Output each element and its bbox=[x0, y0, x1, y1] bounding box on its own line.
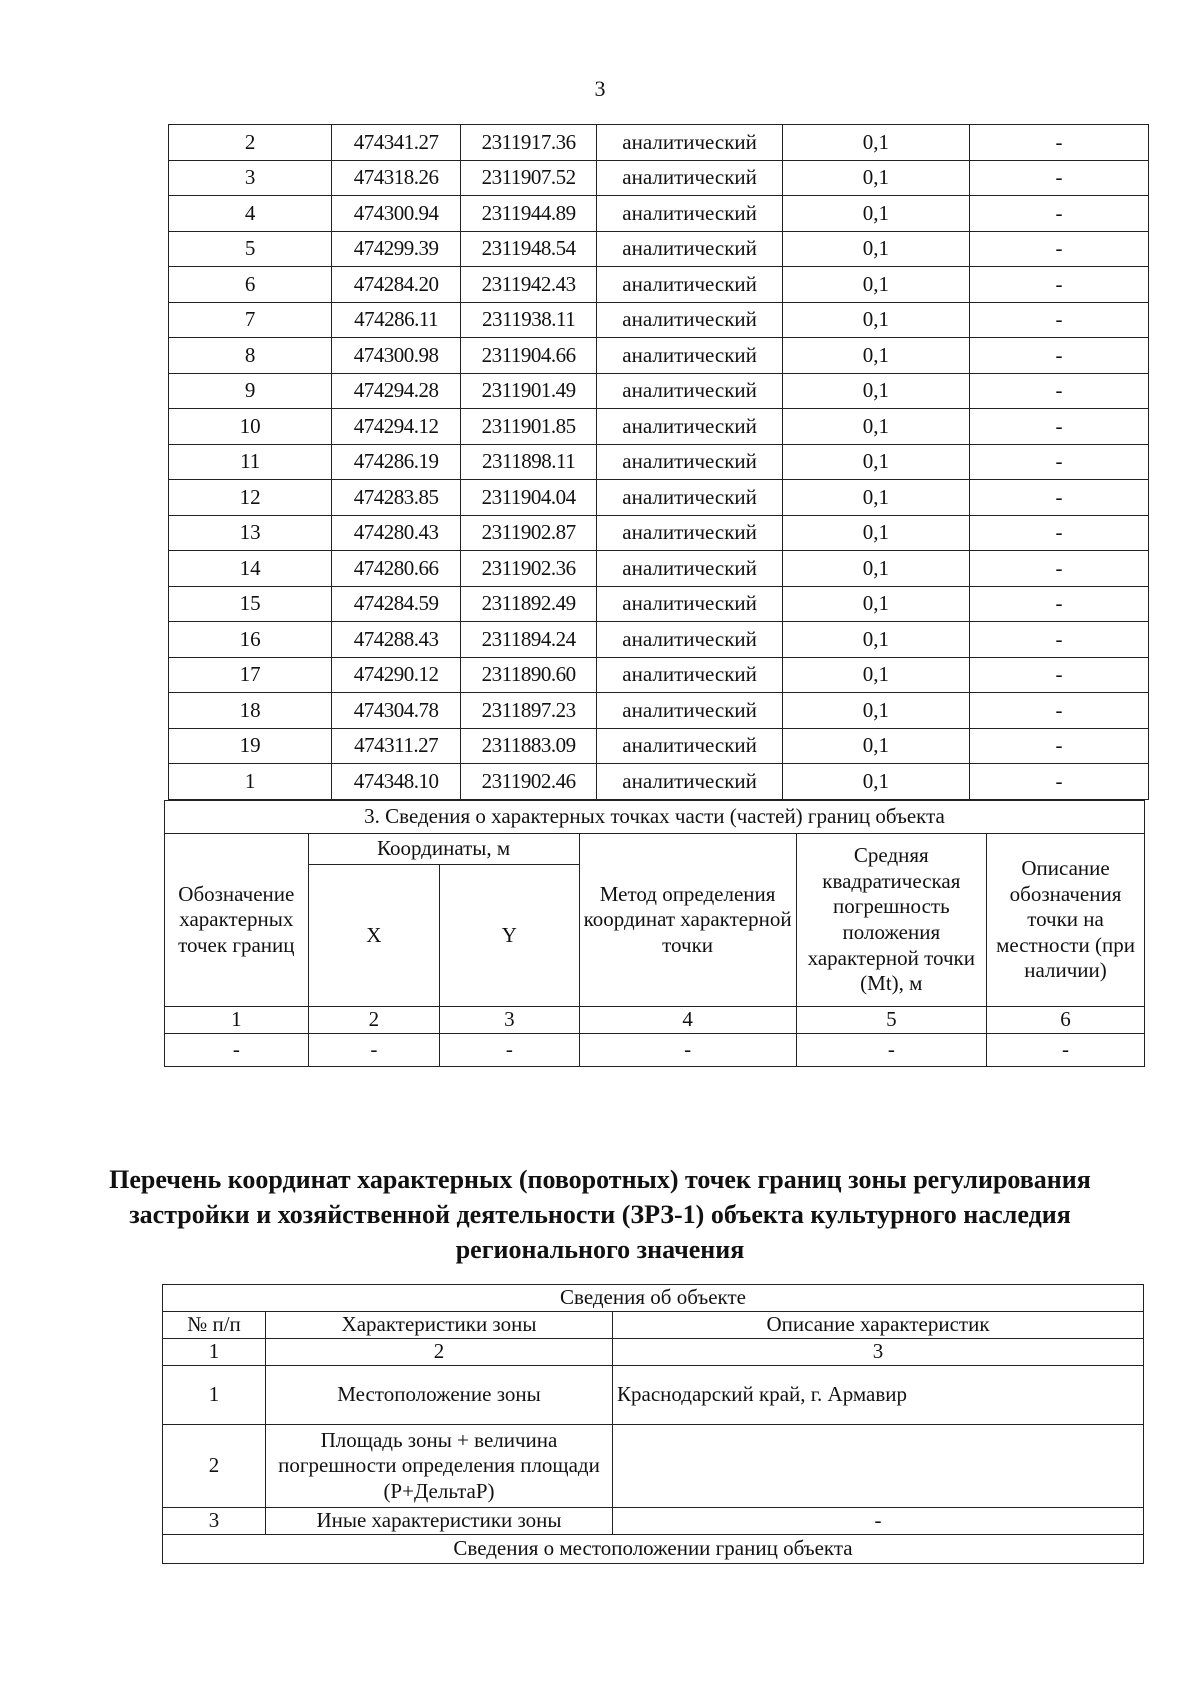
table-cell: - bbox=[308, 1034, 439, 1067]
method-cell: аналитический bbox=[597, 728, 782, 764]
method-cell: аналитический bbox=[597, 231, 782, 267]
column-number: 6 bbox=[987, 1007, 1145, 1034]
column-number: 3 bbox=[440, 1007, 580, 1034]
accuracy-cell: 0,1 bbox=[782, 728, 969, 764]
header-designation: Обозначение характерных точек границ bbox=[165, 834, 309, 1007]
table-row bbox=[169, 231, 1149, 267]
table-cell: - bbox=[579, 1034, 796, 1067]
accuracy-cell: 0,1 bbox=[782, 125, 969, 161]
table-row bbox=[169, 373, 1149, 409]
table-row bbox=[169, 409, 1149, 445]
method-cell: аналитический bbox=[597, 125, 782, 161]
coordinate-x: 474284.20 bbox=[332, 267, 461, 303]
coordinate-y: 2311948.54 bbox=[460, 231, 597, 267]
coordinate-y: 2311894.24 bbox=[460, 622, 597, 658]
accuracy-cell: 0,1 bbox=[782, 302, 969, 338]
method-cell: аналитический bbox=[597, 622, 782, 658]
accuracy-cell: 0,1 bbox=[782, 231, 969, 267]
coordinate-y: 2311897.23 bbox=[460, 693, 597, 729]
table-cell: - bbox=[987, 1034, 1145, 1067]
method-cell: аналитический bbox=[597, 409, 782, 445]
method-cell: аналитический bbox=[597, 551, 782, 587]
coordinate-y: 2311901.85 bbox=[460, 409, 597, 445]
table-row bbox=[169, 267, 1149, 303]
header-coordinates: Координаты, м bbox=[308, 834, 579, 865]
coordinate-x: 474311.27 bbox=[332, 728, 461, 764]
coordinate-x: 474300.98 bbox=[332, 338, 461, 374]
description-cell: - bbox=[969, 622, 1148, 658]
description-cell: - bbox=[969, 125, 1148, 161]
description-cell: - bbox=[969, 302, 1148, 338]
coordinate-y: 2311890.60 bbox=[460, 657, 597, 693]
coordinates-table bbox=[168, 124, 1149, 800]
coordinate-x: 474286.11 bbox=[332, 302, 461, 338]
page-number: 3 bbox=[594, 76, 606, 101]
description-cell: - bbox=[969, 409, 1148, 445]
coordinate-x: 474299.39 bbox=[332, 231, 461, 267]
header-description: Описание обозначения точки на местности (при наличии) bbox=[987, 834, 1145, 1007]
description-cell: - bbox=[969, 551, 1148, 587]
method-cell: аналитический bbox=[597, 373, 782, 409]
description-cell: - bbox=[969, 657, 1148, 693]
coordinate-y: 2311902.36 bbox=[460, 551, 597, 587]
table-row bbox=[169, 764, 1149, 800]
zone-area-value bbox=[613, 1425, 1144, 1508]
table-row bbox=[169, 302, 1149, 338]
coordinate-x: 474280.66 bbox=[332, 551, 461, 587]
point-number: 10 bbox=[169, 409, 332, 445]
coordinate-y: 2311892.49 bbox=[460, 586, 597, 622]
parts-table-title: 3. Сведения о характерных точках части (частей) границ объекта bbox=[165, 801, 1145, 834]
accuracy-cell: 0,1 bbox=[782, 764, 969, 800]
table-row bbox=[169, 444, 1149, 480]
table-row bbox=[169, 551, 1149, 587]
coordinate-x: 474348.10 bbox=[332, 764, 461, 800]
description-cell: - bbox=[969, 444, 1148, 480]
method-cell: аналитический bbox=[597, 586, 782, 622]
coordinate-y: 2311901.49 bbox=[460, 373, 597, 409]
coordinate-y: 2311902.46 bbox=[460, 764, 597, 800]
header-accuracy: Средняя квадратическая погрешность положения характерной точки (Mt), м bbox=[796, 834, 986, 1007]
accuracy-cell: 0,1 bbox=[782, 480, 969, 516]
description-cell: - bbox=[969, 586, 1148, 622]
point-number: 18 bbox=[169, 693, 332, 729]
row-number: 2 bbox=[163, 1425, 266, 1508]
zone-location-label: Местоположение зоны bbox=[266, 1366, 613, 1425]
point-number: 9 bbox=[169, 373, 332, 409]
column-number: 2 bbox=[266, 1339, 613, 1366]
coordinate-x: 474294.28 bbox=[332, 373, 461, 409]
other-characteristics-label: Иные характеристики зоны bbox=[266, 1508, 613, 1535]
column-number: 1 bbox=[163, 1339, 266, 1366]
description-cell: - bbox=[969, 338, 1148, 374]
accuracy-cell: 0,1 bbox=[782, 196, 969, 232]
method-cell: аналитический bbox=[597, 657, 782, 693]
coordinate-x: 474280.43 bbox=[332, 515, 461, 551]
method-cell: аналитический bbox=[597, 267, 782, 303]
accuracy-cell: 0,1 bbox=[782, 657, 969, 693]
accuracy-cell: 0,1 bbox=[782, 267, 969, 303]
description-cell: - bbox=[969, 480, 1148, 516]
coordinate-x: 474304.78 bbox=[332, 693, 461, 729]
table-row bbox=[169, 196, 1149, 232]
row-number: 1 bbox=[163, 1366, 266, 1425]
description-cell: - bbox=[969, 728, 1148, 764]
table-row bbox=[169, 125, 1149, 161]
coordinate-y: 2311902.87 bbox=[460, 515, 597, 551]
coordinate-x: 474318.26 bbox=[332, 160, 461, 196]
table-row bbox=[169, 338, 1149, 374]
description-cell: - bbox=[969, 160, 1148, 196]
description-cell: - bbox=[969, 231, 1148, 267]
method-cell: аналитический bbox=[597, 764, 782, 800]
point-number: 14 bbox=[169, 551, 332, 587]
coordinate-y: 2311944.89 bbox=[460, 196, 597, 232]
coordinate-x: 474286.19 bbox=[332, 444, 461, 480]
header-characteristic-description: Описание характеристик bbox=[613, 1312, 1144, 1339]
method-cell: аналитический bbox=[597, 444, 782, 480]
column-number: 4 bbox=[579, 1007, 796, 1034]
other-characteristics-value: - bbox=[613, 1508, 1144, 1535]
zone-location-value: Краснодарский край, г. Армавир bbox=[613, 1366, 1144, 1425]
boundary-parts-table bbox=[164, 800, 1145, 1067]
column-number: 1 bbox=[165, 1007, 309, 1034]
point-number: 13 bbox=[169, 515, 332, 551]
coordinate-y: 2311904.04 bbox=[460, 480, 597, 516]
table-row bbox=[169, 515, 1149, 551]
coordinate-y: 2311898.11 bbox=[460, 444, 597, 480]
column-number: 5 bbox=[796, 1007, 986, 1034]
method-cell: аналитический bbox=[597, 515, 782, 551]
point-number: 3 bbox=[169, 160, 332, 196]
header-characteristic: Характеристики зоны bbox=[266, 1312, 613, 1339]
accuracy-cell: 0,1 bbox=[782, 586, 969, 622]
row-number: 3 bbox=[163, 1508, 266, 1535]
coordinate-y: 2311907.52 bbox=[460, 160, 597, 196]
coordinate-x: 474284.59 bbox=[332, 586, 461, 622]
table-row bbox=[169, 693, 1149, 729]
coordinate-x: 474288.43 bbox=[332, 622, 461, 658]
method-cell: аналитический bbox=[597, 160, 782, 196]
accuracy-cell: 0,1 bbox=[782, 373, 969, 409]
description-cell: - bbox=[969, 196, 1148, 232]
point-number: 5 bbox=[169, 231, 332, 267]
point-number: 19 bbox=[169, 728, 332, 764]
method-cell: аналитический bbox=[597, 338, 782, 374]
coordinate-y: 2311904.66 bbox=[460, 338, 597, 374]
object-table-title: Сведения об объекте bbox=[163, 1285, 1144, 1312]
column-number: 3 bbox=[613, 1339, 1144, 1366]
table-row bbox=[169, 622, 1149, 658]
description-cell: - bbox=[969, 267, 1148, 303]
boundary-location-title: Сведения о местоположении границ объекта bbox=[163, 1534, 1144, 1563]
coordinates-table-body bbox=[169, 125, 1149, 800]
accuracy-cell: 0,1 bbox=[782, 160, 969, 196]
point-number: 6 bbox=[169, 267, 332, 303]
description-cell: - bbox=[969, 693, 1148, 729]
table-row bbox=[169, 728, 1149, 764]
method-cell: аналитический bbox=[597, 693, 782, 729]
accuracy-cell: 0,1 bbox=[782, 693, 969, 729]
coordinate-y: 2311917.36 bbox=[460, 125, 597, 161]
method-cell: аналитический bbox=[597, 480, 782, 516]
point-number: 1 bbox=[169, 764, 332, 800]
method-cell: аналитический bbox=[597, 302, 782, 338]
accuracy-cell: 0,1 bbox=[782, 551, 969, 587]
table-row bbox=[169, 160, 1149, 196]
method-cell: аналитический bbox=[597, 196, 782, 232]
section-heading: Перечень координат характерных (поворотных) точек границ зоны регулирования застройки и хозяйственной деятельности (ЗРЗ-1) объекта культурного наследия регионального значения bbox=[109, 1165, 1091, 1265]
object-info-table bbox=[162, 1284, 1144, 1564]
coordinate-x: 474294.12 bbox=[332, 409, 461, 445]
point-number: 16 bbox=[169, 622, 332, 658]
header-x: X bbox=[308, 865, 439, 1007]
accuracy-cell: 0,1 bbox=[782, 622, 969, 658]
description-cell: - bbox=[969, 764, 1148, 800]
point-number: 7 bbox=[169, 302, 332, 338]
table-cell: - bbox=[440, 1034, 580, 1067]
point-number: 17 bbox=[169, 657, 332, 693]
description-cell: - bbox=[969, 373, 1148, 409]
point-number: 4 bbox=[169, 196, 332, 232]
header-y: Y bbox=[440, 865, 580, 1007]
point-number: 11 bbox=[169, 444, 332, 480]
table-row bbox=[169, 586, 1149, 622]
coordinate-x: 474290.12 bbox=[332, 657, 461, 693]
table-row bbox=[169, 657, 1149, 693]
accuracy-cell: 0,1 bbox=[782, 444, 969, 480]
coordinate-y: 2311938.11 bbox=[460, 302, 597, 338]
accuracy-cell: 0,1 bbox=[782, 409, 969, 445]
coordinate-x: 474300.94 bbox=[332, 196, 461, 232]
point-number: 8 bbox=[169, 338, 332, 374]
coordinate-y: 2311942.43 bbox=[460, 267, 597, 303]
coordinate-y: 2311883.09 bbox=[460, 728, 597, 764]
description-cell: - bbox=[969, 515, 1148, 551]
column-number: 2 bbox=[308, 1007, 439, 1034]
accuracy-cell: 0,1 bbox=[782, 338, 969, 374]
table-cell: - bbox=[165, 1034, 309, 1067]
table-row bbox=[169, 480, 1149, 516]
accuracy-cell: 0,1 bbox=[782, 515, 969, 551]
header-num: № п/п bbox=[163, 1312, 266, 1339]
coordinate-x: 474283.85 bbox=[332, 480, 461, 516]
table-cell: - bbox=[796, 1034, 986, 1067]
header-method: Метод определения координат характерной точки bbox=[579, 834, 796, 1007]
point-number: 2 bbox=[169, 125, 332, 161]
coordinate-x: 474341.27 bbox=[332, 125, 461, 161]
point-number: 15 bbox=[169, 586, 332, 622]
zone-area-label: Площадь зоны + величина погрешности определения площади (P+ДельтаP) bbox=[266, 1425, 613, 1508]
point-number: 12 bbox=[169, 480, 332, 516]
